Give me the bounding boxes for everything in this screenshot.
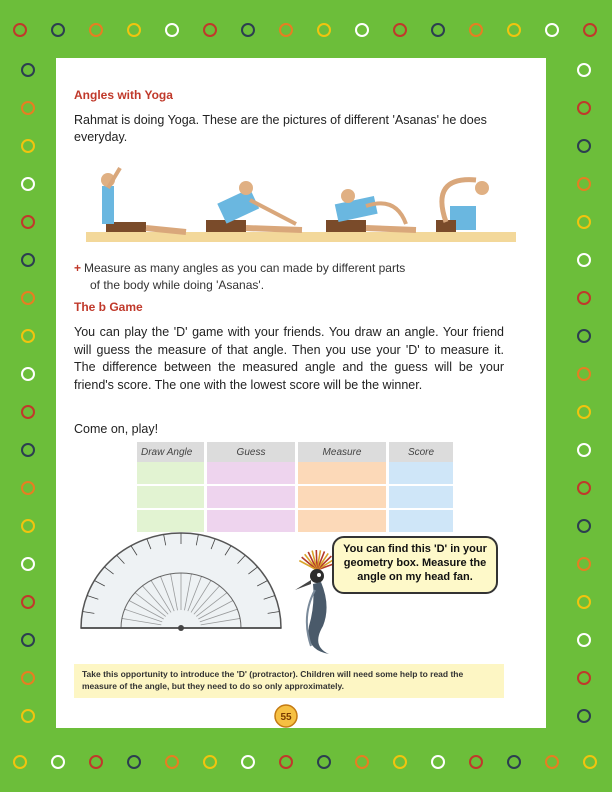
instruction-line-2: of the body while doing 'Asanas'. — [90, 278, 265, 292]
header-guess: Guess — [207, 442, 295, 462]
border-motif — [578, 292, 590, 304]
cell-guess[interactable] — [207, 462, 295, 486]
border-motif — [22, 330, 34, 342]
cell-draw-angle[interactable] — [137, 462, 204, 486]
instruction-line-1: Measure as many angles as you can made by different parts — [84, 261, 406, 275]
cell-draw-angle[interactable] — [137, 486, 204, 510]
border-motif — [578, 254, 590, 266]
border-motif — [578, 482, 590, 494]
border-motif — [14, 756, 26, 768]
game-instructions: You can play the 'D' game with your friends. You draw an angle. Your friend will guess the measure of that angle. Then you use your 'D' to measure it. The difference between the measured angle and the guess will be your friend's score. The one with the lowest score will be the winner. — [74, 325, 504, 392]
header-measure: Measure — [298, 442, 386, 462]
plus-marker: + — [74, 261, 82, 275]
border-motif — [578, 520, 590, 532]
border-motif — [22, 140, 34, 152]
intro-text: Rahmat is doing Yoga. These are the pictures of different 'Asanas' he does everyday. — [74, 113, 487, 144]
yoga-asanas-illustration — [86, 166, 516, 246]
border-motif — [394, 756, 406, 768]
border-motif — [166, 756, 178, 768]
border-motif — [470, 24, 482, 36]
border-motif — [584, 24, 596, 36]
border-motif — [242, 756, 254, 768]
border-motif — [22, 102, 34, 114]
border-motif — [22, 672, 34, 684]
border-motif — [356, 24, 368, 36]
border-motif — [546, 756, 558, 768]
border-motif — [584, 756, 596, 768]
header-draw-angle: Draw Angle — [137, 442, 204, 462]
border-motif — [318, 24, 330, 36]
border-motif — [578, 406, 590, 418]
measure-instruction — [74, 260, 524, 294]
border-motif — [356, 756, 368, 768]
border-motif — [578, 444, 590, 456]
border-motif — [318, 756, 330, 768]
border-motif — [578, 558, 590, 570]
border-motif — [22, 64, 34, 76]
border-motif — [508, 756, 520, 768]
border-motif — [128, 24, 140, 36]
border-motif — [22, 596, 34, 608]
border-motif — [280, 24, 292, 36]
page-number-badge — [274, 704, 298, 728]
border-motif — [22, 520, 34, 532]
section-title: Angles with Yoga — [74, 88, 173, 102]
cell-measure[interactable] — [298, 486, 386, 510]
page-content — [56, 58, 546, 728]
border-motif — [22, 292, 34, 304]
teacher-note: Take this opportunity to introduce the 'D' (protractor). Children will need some help to read the measure of the angle, but they need to do so only approximately. — [74, 664, 504, 698]
border-motif — [204, 756, 216, 768]
border-motif — [578, 178, 590, 190]
border-motif — [508, 24, 520, 36]
border-motif — [242, 24, 254, 36]
border-motif — [128, 756, 140, 768]
border-motif — [22, 558, 34, 570]
cell-score[interactable] — [389, 510, 453, 534]
cell-score[interactable] — [389, 462, 453, 486]
border-motif — [578, 140, 590, 152]
cell-measure[interactable] — [298, 510, 386, 534]
protractor-illustration — [76, 528, 286, 638]
border-motif — [280, 756, 292, 768]
border-motif — [22, 634, 34, 646]
border-motif — [578, 216, 590, 228]
border-motif — [578, 672, 590, 684]
page-number: 55 — [280, 712, 292, 723]
border-motif — [204, 24, 216, 36]
border-motif — [14, 24, 26, 36]
border-motif — [52, 756, 64, 768]
border-motif — [578, 634, 590, 646]
border-motif — [166, 24, 178, 36]
border-motif — [578, 368, 590, 380]
speech-bubble: You can find this 'D' in your geometry box. Measure the angle on my head fan. — [332, 536, 498, 594]
border-motif — [90, 24, 102, 36]
come-on-text: Come on, play! — [74, 422, 159, 436]
border-motif — [52, 24, 64, 36]
game-title: The b Game — [74, 300, 143, 314]
border-motif — [22, 216, 34, 228]
border-motif — [22, 406, 34, 418]
cell-measure[interactable] — [298, 462, 386, 486]
border-motif — [22, 482, 34, 494]
border-motif — [90, 756, 102, 768]
border-motif — [578, 102, 590, 114]
table-row — [137, 486, 453, 510]
cell-guess[interactable] — [207, 486, 295, 510]
header-score: Score — [389, 442, 453, 462]
border-motif — [394, 24, 406, 36]
border-motif — [432, 756, 444, 768]
border-motif — [22, 178, 34, 190]
border-motif — [22, 710, 34, 722]
table-row — [137, 462, 453, 486]
border-motif — [578, 710, 590, 722]
border-motif — [546, 24, 558, 36]
border-motif — [470, 756, 482, 768]
border-motif — [578, 330, 590, 342]
border-motif — [578, 64, 590, 76]
cell-score[interactable] — [389, 486, 453, 510]
border-motif — [22, 368, 34, 380]
border-motif — [578, 596, 590, 608]
border-motif — [432, 24, 444, 36]
score-table — [134, 442, 456, 534]
border-motif — [22, 444, 34, 456]
border-motif — [22, 254, 34, 266]
